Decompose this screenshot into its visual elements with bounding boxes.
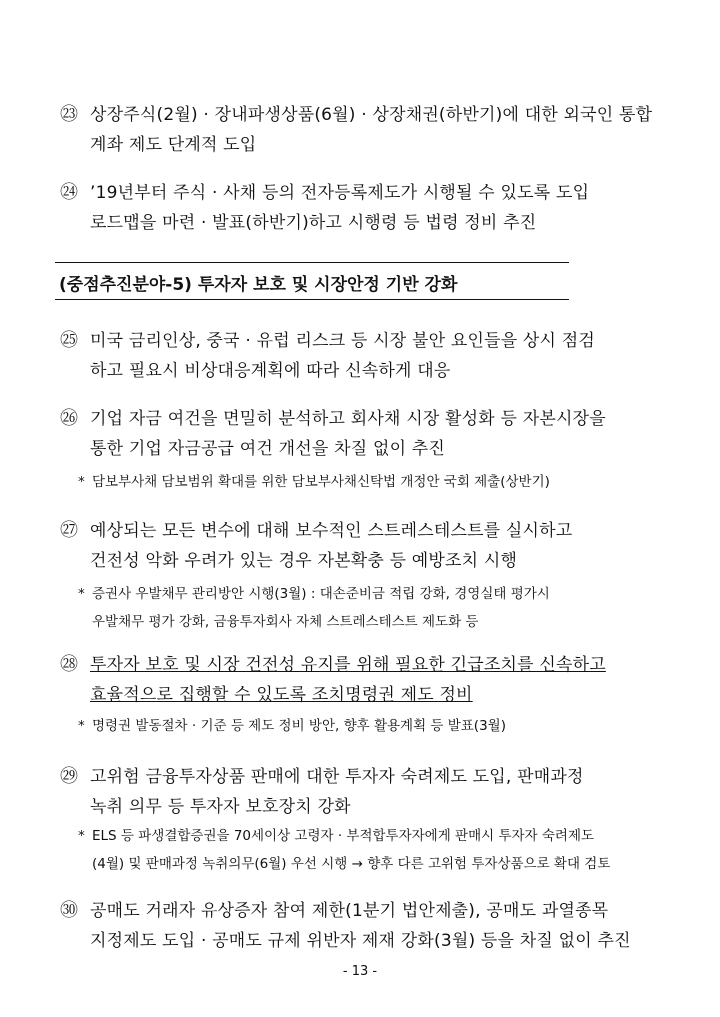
item-line bbox=[60, 130, 676, 160]
note-line bbox=[78, 850, 676, 878]
item-27 bbox=[60, 516, 676, 576]
item-line bbox=[60, 404, 676, 434]
item-text: 공매도 거래자 유상증자 참여 제한(1분기 법안제출), 공매도 과열종목 bbox=[90, 901, 609, 921]
note-text: 명령권 발동절차 · 기준 등 제도 정비 방안, 향후 활용계획 등 발표(3월) bbox=[92, 718, 506, 734]
section-header bbox=[55, 262, 569, 302]
item-number: ㉖ bbox=[60, 408, 78, 429]
item-number: ㉓ bbox=[60, 104, 78, 125]
note-text: 증권사 우발채무 관리방안 시행(3월) : 대손준비금 적립 강화, 경영실태 평가시 bbox=[92, 586, 550, 602]
item-number: ㉔ bbox=[60, 182, 78, 203]
note-27 bbox=[78, 580, 676, 636]
item-text: 미국 금리인상, 중국 · 유럽 리스크 등 시장 불안 요인들을 상시 점검 bbox=[90, 331, 596, 351]
item-23 bbox=[60, 100, 676, 160]
section-bottom-rule bbox=[55, 299, 569, 300]
item-line bbox=[60, 896, 676, 926]
item-text-continued: 통한 기업 자금공급 여건 개선을 차질 없이 추진 bbox=[90, 439, 446, 459]
item-line bbox=[60, 356, 676, 386]
item-text-continued: 하고 필요시 비상대응계획에 따라 신속하게 대응 bbox=[90, 361, 451, 381]
note-29 bbox=[78, 822, 676, 878]
note-asterisk: * bbox=[78, 828, 85, 844]
note-asterisk: * bbox=[78, 586, 85, 602]
note-line bbox=[78, 712, 676, 740]
item-line bbox=[60, 178, 676, 208]
item-text: 상장주식(2월) · 장내파생상품(6월) · 상장채권(하반기)에 대한 외국인 통합 bbox=[90, 105, 653, 125]
item-line bbox=[60, 516, 676, 546]
item-25 bbox=[60, 326, 676, 386]
item-29 bbox=[60, 762, 676, 822]
item-text: ’19년부터 주식 · 사채 등의 전자등록제도가 시행될 수 있도록 도입 bbox=[90, 183, 590, 203]
item-text: 기업 자금 여건을 면밀히 분석하고 회사채 시장 활성화 등 자본시장을 bbox=[90, 409, 606, 429]
note-asterisk: * bbox=[78, 718, 85, 734]
item-text: 투자자 보호 및 시장 건전성 유지를 위해 필요한 긴급조치를 신속하고 bbox=[90, 655, 606, 675]
item-text-continued: 건전성 악화 우려가 있는 경우 자본확충 등 예방조치 시행 bbox=[90, 551, 518, 571]
note-text-continued: 우발채무 평가 강화, 금융투자회사 자체 스트레스테스트 제도화 등 bbox=[92, 614, 479, 630]
note-26 bbox=[78, 468, 676, 496]
item-24 bbox=[60, 178, 676, 238]
item-number: ㉕ bbox=[60, 330, 78, 351]
note-text: ELS 등 파생결합증권을 70세이상 고령자 · 부적합투자자에게 판매시 투자자 숙려제도 bbox=[92, 828, 595, 844]
item-number: ㉘ bbox=[60, 654, 78, 675]
note-asterisk: * bbox=[78, 474, 85, 490]
note-text: 담보부사채 담보범위 확대를 위한 담보부사채신탁법 개정안 국회 제출(상반기) bbox=[92, 474, 550, 490]
item-line bbox=[60, 326, 676, 356]
item-text-continued: 로드맵을 마련 · 발표(하반기)하고 시행령 등 법령 정비 추진 bbox=[90, 213, 537, 233]
note-line bbox=[78, 468, 676, 496]
item-number: ㉗ bbox=[60, 520, 78, 541]
item-line bbox=[60, 434, 676, 464]
note-line bbox=[78, 580, 676, 608]
item-text: 고위험 금융투자상품 판매에 대한 투자자 숙려제도 도입, 판매과정 bbox=[90, 767, 584, 787]
item-text-continued: 계좌 제도 단계적 도입 bbox=[90, 135, 257, 155]
item-26 bbox=[60, 404, 676, 464]
note-28 bbox=[78, 712, 676, 740]
item-line bbox=[60, 926, 676, 956]
note-line bbox=[78, 608, 676, 636]
item-line bbox=[60, 546, 676, 576]
section-top-rule bbox=[55, 262, 569, 263]
note-line bbox=[78, 822, 676, 850]
note-text-continued: (4월) 및 판매과정 녹취의무(6월) 우선 시행 → 향후 다른 고위험 투자상품으로 확대 검토 bbox=[92, 856, 611, 872]
item-text-continued: 지정제도 도입 · 공매도 규제 위반자 제재 강화(3월) 등을 차질 없이 추진 bbox=[90, 931, 631, 951]
item-line bbox=[60, 650, 676, 680]
item-number: ㉙ bbox=[60, 766, 78, 787]
item-line bbox=[60, 762, 676, 792]
page-number: - 13 - bbox=[342, 964, 378, 979]
item-text-continued: 녹취 의무 등 투자자 보호장치 강화 bbox=[90, 797, 351, 817]
item-text: 예상되는 모든 변수에 대해 보수적인 스트레스테스트를 실시하고 bbox=[90, 521, 573, 541]
item-number: ㉚ bbox=[60, 900, 78, 921]
item-30 bbox=[60, 896, 676, 956]
item-line bbox=[60, 100, 676, 130]
item-28 bbox=[60, 650, 676, 710]
item-line bbox=[60, 680, 676, 710]
section-title: (중점추진분야-5) 투자자 보호 및 시장안정 기반 강화 bbox=[59, 275, 458, 295]
item-line bbox=[60, 208, 676, 238]
item-text-continued: 효율적으로 집행할 수 있도록 조치명령권 제도 정비 bbox=[90, 685, 473, 705]
item-line bbox=[60, 792, 676, 822]
